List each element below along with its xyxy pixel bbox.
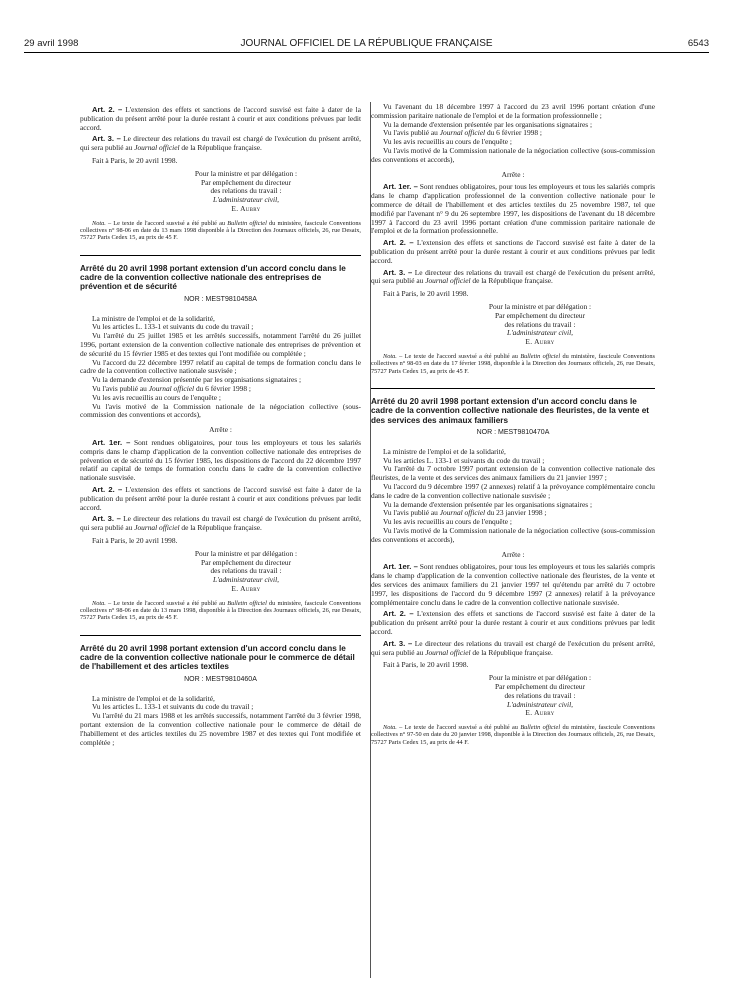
article-label: Art. 2. –: [383, 238, 414, 248]
paragraph: Vu les articles L. 133-1 et suivants du code du travail ;: [92, 702, 254, 712]
signing-place-date: Fait à Paris, le 20 avril 1998.: [383, 289, 469, 299]
signature-role: L'administrateur civil,: [212, 195, 280, 205]
nota-text: du ministère, fascicule Conventions collectives n° 98-06 en date du 13 mars 1998, disponible à la Direction des Journaux officiels, 26, rue Desaix, 75727 Paris Cedex 15, au prix de 45 F.: [80, 599, 362, 622]
article-2: [371, 239, 655, 265]
signature-block: [371, 674, 655, 718]
paragraph: Vu l'avis motivé de la Commission nationale de la négociation collective (sous-commission des conventions et accords),: [371, 145, 655, 164]
paragraph: Vu l'accord du 22 décembre 1997 relatif au capital de temps de formation conclu dans le cadre de la convention collective nationale susvisée ;: [80, 357, 361, 376]
article-label: Art. 2. –: [383, 609, 414, 619]
nota-text: du ministère, fascicule Conventions collectives n° 97-50 en date du 20 janvier 1998, disponible à la Direction des Journaux officiels, 26, rue Desaix, 75727 Paris Cedex 15, au prix de 44 F.: [371, 724, 656, 746]
article-3: [371, 269, 655, 287]
article-text: Le directeur des relations du travail est chargé de l'exécution du présent arrêté, qui sera publié au: [80, 134, 361, 153]
header-rule: [24, 52, 709, 53]
paragraph: Vu la demande d'extension présentée par les organisations signataires ;: [92, 375, 302, 385]
signature-line: Pour la ministre et par délégation :: [194, 548, 298, 558]
nor-reference: NOR : MESТ9810470A: [476, 429, 550, 437]
article-label: Art. 3. –: [383, 638, 413, 648]
signing-place-date: Fait à Paris, le 20 avril 1998.: [92, 536, 178, 545]
journal-officiel-ref: Journal officiel: [439, 508, 486, 518]
section-separator: [80, 255, 361, 256]
section-separator: [371, 388, 655, 389]
nota-note: [80, 600, 361, 622]
paragraph: Vu l'arrêté du 7 octobre 1997 portant extension de la convention collective nationale des fleuristes, de la vente et des services des animaux familiers du 21 janvier 1997 ;: [371, 464, 655, 483]
paragraph-text: Vu l'avis publié au: [383, 508, 440, 518]
signature-role: L'administrateur civil,: [506, 328, 574, 338]
signature-line: Pour la ministre et par délégation :: [488, 301, 592, 311]
signatory-name: E. Aubry: [525, 337, 555, 347]
signature-line: Par empêchement du directeur: [200, 557, 292, 567]
article-3: [80, 135, 361, 153]
signature-block: [80, 550, 361, 594]
paragraph: La ministre de l'emploi et de la solidarité,: [92, 313, 215, 323]
article-label: Art. 3. –: [92, 134, 121, 144]
nota-label: Nota.: [92, 219, 106, 227]
signature-line: des relations du travail :: [504, 319, 576, 329]
article-label: Art. 1er. –: [92, 438, 131, 448]
paragraph: Vu les avis recueillis au cours de l'enquête ;: [383, 517, 512, 527]
signature-line: Par empêchement du directeur: [200, 177, 292, 187]
article-text: de la République française.: [179, 143, 262, 153]
signatory-name: E. Aubry: [231, 203, 261, 213]
article-label: Art. 3. –: [92, 514, 121, 524]
nota-label: Nota.: [92, 599, 106, 607]
header-date: 29 avril 1998: [24, 38, 79, 49]
paragraph: La ministre de l'emploi et de la solidarité,: [92, 693, 215, 703]
article-text: Le directeur des relations du travail est chargé de l'exécution du présent arrêté, qui sera publié au: [371, 638, 655, 657]
article-label: Art. 1er. –: [383, 562, 418, 572]
article-text: Le directeur des relations du travail est chargé de l'exécution du présent arrêté, qui sera publié au: [371, 267, 655, 286]
nota-text: – Le texte de l'accord susvisé a été publié au: [396, 724, 521, 732]
journal-officiel-ref: Journal officiel: [425, 647, 471, 657]
article-text: L'extension des effets et sanctions de l'accord susvisé est faite à dater de la publication du présent arrêté pour la durée restant à courir et aux conditions prévues par ledit accord.: [80, 485, 361, 512]
paragraph: Vu l'arrêté du 21 mars 1988 et les arrêtés successifs, notamment l'arrêté du 3 février 1998, portant extension de la convention collective nationale pour le commerce de détail de l'habillement et des articles textiles du 25 novembre 1987 et des textes qui l'ont modifiée et complétée ;: [80, 711, 361, 747]
paragraph: Vu les articles L. 133-1 et suivants du code du travail ;: [383, 455, 545, 465]
signature-role: L'administrateur civil,: [212, 575, 280, 585]
signature-line: Par empêchement du directeur: [494, 310, 586, 320]
right-column: [371, 103, 655, 746]
paragraph-text: du 23 janvier 1998 ;: [485, 508, 547, 518]
article-text: Le directeur des relations du travail est chargé de l'exécution du présent arrêté, qui sera publié au: [80, 514, 361, 533]
signatory-name: E. Aubry: [525, 708, 555, 718]
header-page-number: 6543: [687, 38, 709, 49]
signing-place-date: Fait à Paris, le 20 avril 1998.: [92, 155, 178, 165]
article-text: L'extension des effets et sanctions de l'accord susvisé est faite à dater de la publication du présent arrêté pour la durée restant à courir et aux conditions prévues par ledit accord.: [80, 105, 361, 132]
article-label: Art. 3. –: [383, 267, 413, 277]
signature-role: L'administrateur civil,: [506, 699, 574, 709]
signature-line: Par empêchement du directeur: [494, 681, 586, 691]
signature-line: des relations du travail :: [210, 566, 282, 576]
article-text: de la République française.: [470, 647, 553, 657]
signature-line: Pour la ministre et par délégation :: [488, 673, 592, 683]
bulletin-officiel-ref: Bulletin officiel: [227, 599, 267, 607]
article-1: [371, 183, 655, 236]
nota-label: Nota.: [383, 352, 397, 360]
article-3: [371, 640, 655, 658]
signature-block: [371, 303, 655, 347]
article-label: Art. 2. –: [92, 485, 123, 495]
nota-text: – Le texte de l'accord susvisé a été publié au: [105, 219, 228, 227]
header-journal-title: JOURNAL OFFICIEL DE LA RÉPUBLIQUE FRANÇAISE: [240, 38, 493, 49]
article-3: [80, 515, 361, 533]
nota-note: [80, 220, 361, 242]
signature-line: des relations du travail :: [504, 690, 576, 700]
nota-text: du ministère, fascicule Conventions collectives n° 98-06 en date du 13 mars 1998 disponible à la Direction des Journaux officiels, 26, rue Desaix, 75727 Paris Cedex 15, au prix de 45 F.: [80, 219, 362, 242]
article-1: [80, 439, 361, 483]
arrete-heading: Arrête :: [209, 425, 232, 435]
nota-text: du ministère, fascicule Conventions collectives n° 98-03 en date du 17 février 1998, disponible à la Direction des Journaux officiels, 26, rue Desaix, 75727 Paris Cedex 15, au prix de 45 F.: [371, 352, 656, 375]
nor-reference: NOR : MESТ9810460A: [184, 675, 257, 683]
nota-text: – Le texte de l'accord susvisé a été publié au: [105, 599, 228, 607]
signing-place-date: Fait à Paris, le 20 avril 1998.: [383, 660, 469, 670]
article-2: [371, 610, 655, 636]
page-header: [24, 38, 709, 52]
article-text: de la République française.: [470, 276, 553, 286]
paragraph-text: du 6 février 1998 ;: [194, 384, 251, 394]
signature-line: Pour la ministre et par délégation :: [194, 168, 298, 178]
paragraph: Vu les articles L. 133-1 et suivants du code du travail ;: [92, 322, 254, 332]
bulletin-officiel-ref: Bulletin officiel: [520, 352, 561, 360]
article-text: Sont rendues obligatoires, pour tous les employeurs et tous les salariés compris dans le champ d'application professionnel de la convention collective nationale pour le commerce de détail de l'habillement et des articles textiles du 25 novembre 1987, tel que modifié par l'avenant n° 9 du 26 septembre 1997, les dispositions de l'avenant du 18 décembre 1997 à l'accord du 23 avril 1996 portant création d'une commission paritaire nationale de l'emploi et de la formation professionnelle.: [371, 182, 655, 236]
paragraph: Vu la demande d'extension présentée par les organisations signataires ;: [383, 119, 593, 129]
paragraph: Vu la demande d'extension présentée par les organisations signataires ;: [383, 499, 593, 509]
nota-label: Nota.: [383, 724, 397, 732]
article-text: Sont rendues obligatoires, pour tous les employeurs et tous les salariés compris dans le champ d'application de la convention collective nationale des fleuristes, de la vente et des services des animaux familiers du 21 janvier 1997 tel qu'étendu par arrêté du 7 octobre 1997, les dispositions de l'accord du 9 décembre 1997 (2 annexes) relatif à la prévoyance complémentaire conclu dans le cadre de la convention collective nationale susvisée.: [371, 562, 655, 607]
article-text: de la République française.: [179, 523, 262, 533]
bulletin-officiel-ref: Bulletin officiel: [520, 724, 561, 732]
nota-text: – Le texte de l'accord susvisé a été publié au: [396, 352, 521, 360]
signature-block: [80, 170, 361, 214]
signatory-name: E. Aubry: [231, 583, 261, 593]
paragraph: Vu l'avis motivé de la Commission nationale de la négociation collective (sous-commission des conventions et accords),: [371, 526, 655, 544]
paragraph: La ministre de l'emploi et de la solidarité,: [383, 446, 506, 456]
journal-officiel-ref: Journal officiel: [439, 128, 486, 138]
article-label: Art. 2. –: [92, 105, 123, 114]
journal-officiel-ref: Journal officiel: [148, 384, 195, 394]
nota-note: [371, 724, 655, 746]
journal-officiel-ref: Journal officiel: [134, 143, 180, 153]
article-text: Sont rendues obligatoires, pour tous les employeurs et tous les salariés compris dans le champ d'application de la convention collective nationale des entreprises de prévention et de sécurité du 15 février 1985, les dispositions de l'accord du 22 décembre 1997 relatif au capital de temps de formation conclu dans le cadre de la convention collective nationale susvisée.: [80, 438, 361, 483]
arrete-heading: Arrête :: [501, 169, 525, 179]
article-2: [80, 106, 361, 132]
article-text: L'extension des effets et sanctions de l'accord susvisé est faite à dater de la publication du présent arrêté pour la durée restant à courir et aux conditions prévues par ledit accord.: [371, 609, 655, 636]
article-2: [80, 486, 361, 512]
paragraph-text: du 6 février 1998 ;: [485, 128, 542, 138]
decree-title: Arrêté du 20 avril 1998 portant extension d'un accord conclu dans le cadre de la convention collective nationale des fleuristes, de la vente et des services des animaux familiers: [371, 396, 650, 425]
article-1: [371, 563, 655, 607]
left-column: [80, 103, 361, 747]
paragraph-text: Vu l'avis publié au: [92, 384, 149, 394]
nor-reference: NOR : MESТ9810458A: [184, 295, 257, 303]
signature-line: des relations du travail :: [210, 186, 282, 196]
paragraph: Vu l'avis motivé de la Commission nationale de la négociation collective (sous-commission des conventions et accords),: [80, 401, 361, 420]
paragraph: Vu l'arrêté du 25 juillet 1985 et les arrêtés successifs, notamment l'arrêté du 26 juillet 1996, portant extension de la convention collective nationale des entreprises de prévention et de sécurité du 15 février 1985 et des textes qui l'ont modifiée ou complétée ;: [80, 331, 361, 358]
paragraph: Vu l'accord du 9 décembre 1997 (2 annexes) relatif à la prévoyance complémentaire conclu dans le cadre de la convention collective nationale susvisée ;: [371, 482, 655, 500]
article-text: L'extension des effets et sanctions de l'accord susvisé est faite à dater de la publication du présent arrêté pour la durée restant à courir et aux conditions prévues par ledit accord.: [371, 238, 655, 265]
bulletin-officiel-ref: Bulletin officiel: [227, 219, 267, 227]
journal-officiel-ref: Journal officiel: [425, 276, 471, 286]
decree-title: Arrêté du 20 avril 1998 portant extension d'un accord conclu dans le cadre de la convention collective nationale pour le commerce de détail de l'habillement et des articles textiles: [80, 643, 355, 672]
paragraph: Vu les avis recueillis au cours de l'enquête ;: [92, 392, 221, 402]
article-label: Art. 1er. –: [383, 182, 418, 192]
nota-note: [371, 353, 655, 375]
paragraph: Vu les avis recueillis au cours de l'enquête ;: [383, 137, 512, 147]
arrete-heading: Arrête :: [501, 549, 525, 559]
journal-officiel-ref: Journal officiel: [134, 523, 180, 533]
paragraph-text: Vu l'avis publié au: [383, 128, 440, 138]
decree-title: Arrêté du 20 avril 1998 portant extension d'un accord conclu dans le cadre de la convention collective nationale des entreprises de prévention et de sécurité: [80, 263, 346, 292]
section-separator: [80, 635, 361, 636]
paragraph: Vu l'avenant du 18 décembre 1997 à l'accord du 23 avril 1996 portant création d'une commission paritaire nationale de l'emploi et de la formation professionnelle ;: [371, 102, 655, 120]
